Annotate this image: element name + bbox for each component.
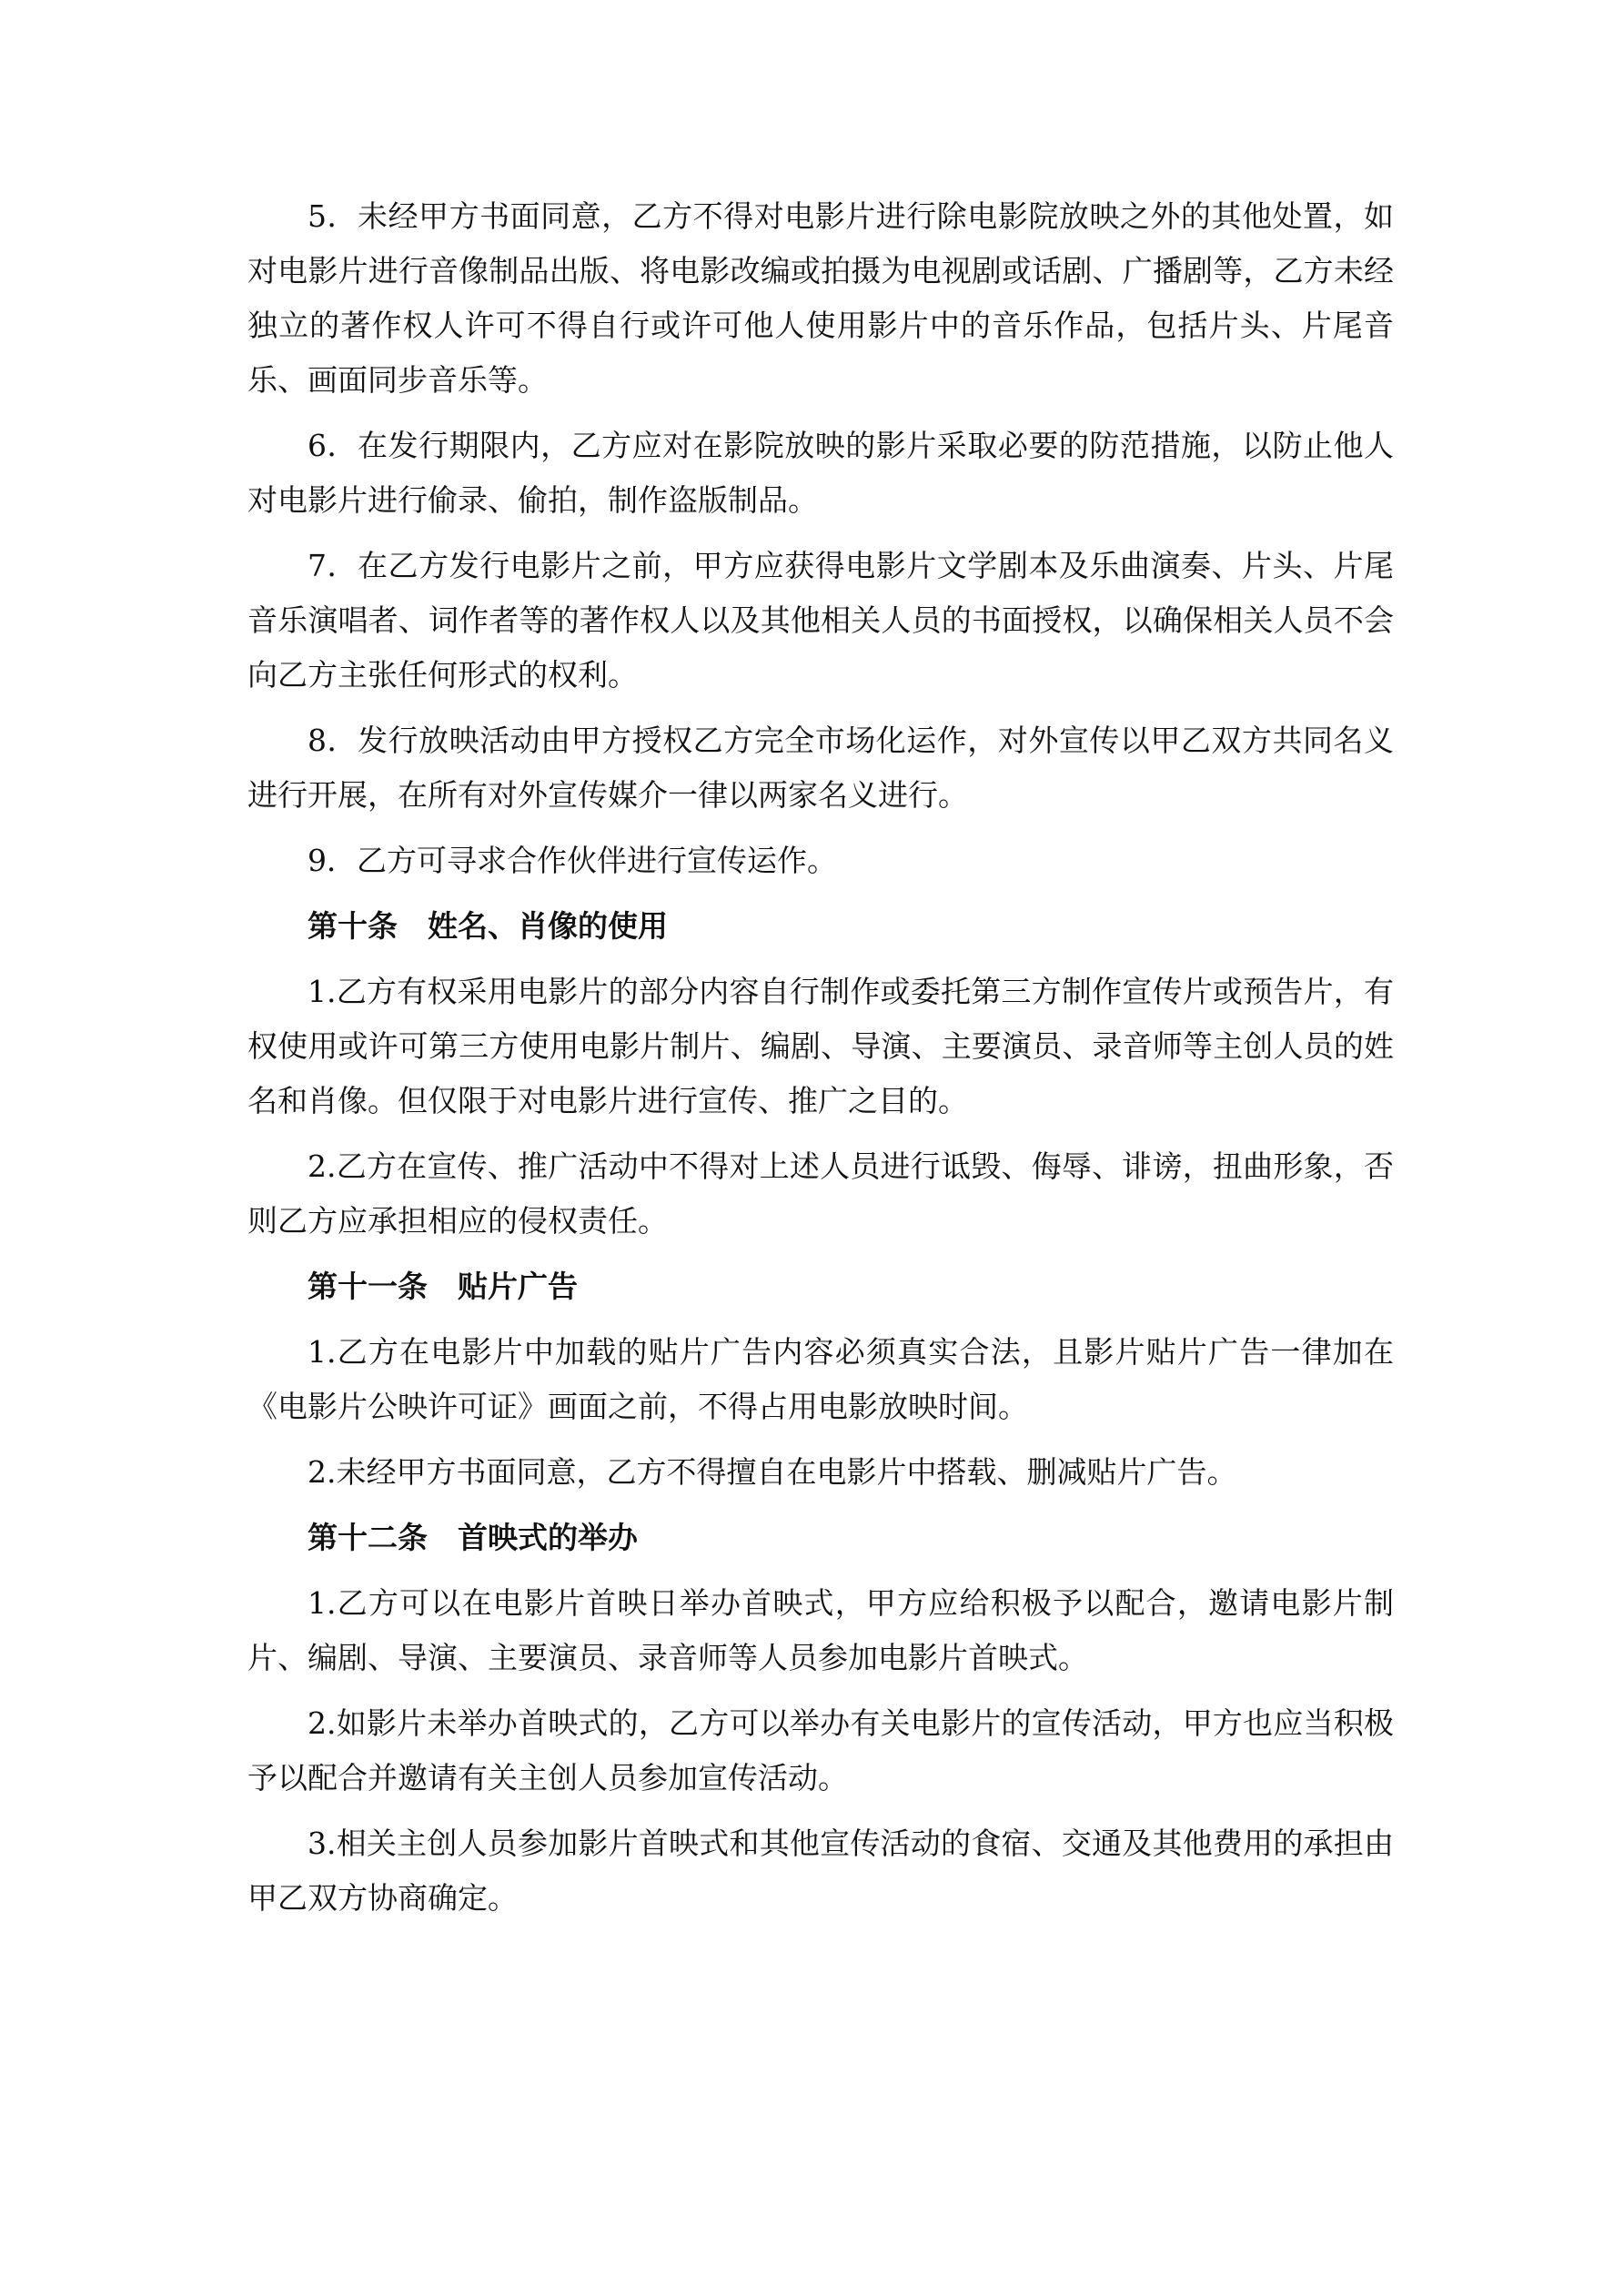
clause-5: 5．未经甲方书面同意，乙方不得对电影片进行除电影院放映之外的其他处置，如对电影片进行音像制品出版、将电影改编或拍摄为电视剧或话剧、广播剧等，乙方未经独立的著作权人许可不得自行或许可他人使用影片中的音乐作品，包括片头、片尾音乐、画面同步音乐等。 bbox=[247, 198, 1394, 398]
article-11-clause-2: 2.未经甲方书面同意，乙方不得擅自在电影片中搭载、删减贴片广告。 bbox=[308, 1454, 1237, 1490]
article-10-clause-2: 2.乙方在宣传、推广活动中不得对上述人员进行诋毁、侮辱、诽谤，扭曲形象，否则乙方应承担相应的侵权责任。 bbox=[247, 1148, 1394, 1239]
article-11-clause-1: 1.乙方在电影片中加载的贴片广告内容必须真实合法，且影片贴片广告一律加在《电影片公映许可证》画面之前，不得占用电影放映时间。 bbox=[247, 1334, 1394, 1424]
article-11-heading: 第十一条 贴片广告 bbox=[308, 1269, 578, 1304]
article-12-heading: 第十二条 首映式的举办 bbox=[308, 1520, 638, 1555]
clause-6: 6．在发行期限内，乙方应对在影院放映的影片采取必要的防范措施，以防止他人对电影片进行偷录、偷拍，制作盗版制品。 bbox=[247, 428, 1394, 518]
article-12-clause-3: 3.相关主创人员参加影片首映式和其他宣传活动的食宿、交通及其他费用的承担由甲乙双方协商确定。 bbox=[247, 1826, 1394, 1916]
document-page bbox=[247, 189, 1394, 1937]
article-10-heading: 第十条 姓名、肖像的使用 bbox=[308, 908, 668, 944]
clause-9: 9．乙方可寻求合作伙伴进行宣传运作。 bbox=[308, 843, 837, 878]
article-12-clause-1: 1.乙方可以在电影片首映日举办首映式，甲方应给积极予以配合，邀请电影片制片、编剧、导演、主要演员、录音师等人员参加电影片首映式。 bbox=[247, 1585, 1394, 1675]
clause-8: 8．发行放映活动由甲方授权乙方完全市场化运作，对外宣传以甲乙双方共同名义进行开展，在所有对外宣传媒介一律以两家名义进行。 bbox=[247, 723, 1394, 813]
article-12-clause-2: 2.如影片未举办首映式的，乙方可以举办有关电影片的宣传活动，甲方也应当积极予以配合并邀请有关主创人员参加宣传活动。 bbox=[247, 1705, 1394, 1795]
clause-7: 7．在乙方发行电影片之前，甲方应获得电影片文学剧本及乐曲演奏、片头、片尾音乐演唱者、词作者等的著作权人以及其他相关人员的书面授权，以确保相关人员不会向乙方主张任何形式的权利。 bbox=[247, 548, 1394, 693]
article-10-clause-1: 1.乙方有权采用电影片的部分内容自行制作或委托第三方制作宣传片或预告片，有权使用或许可第三方使用电影片制片、编剧、导演、主要演员、录音师等主创人员的姓名和肖像。但仅限于对电影片进行宣传、推广之目的。 bbox=[247, 974, 1394, 1118]
